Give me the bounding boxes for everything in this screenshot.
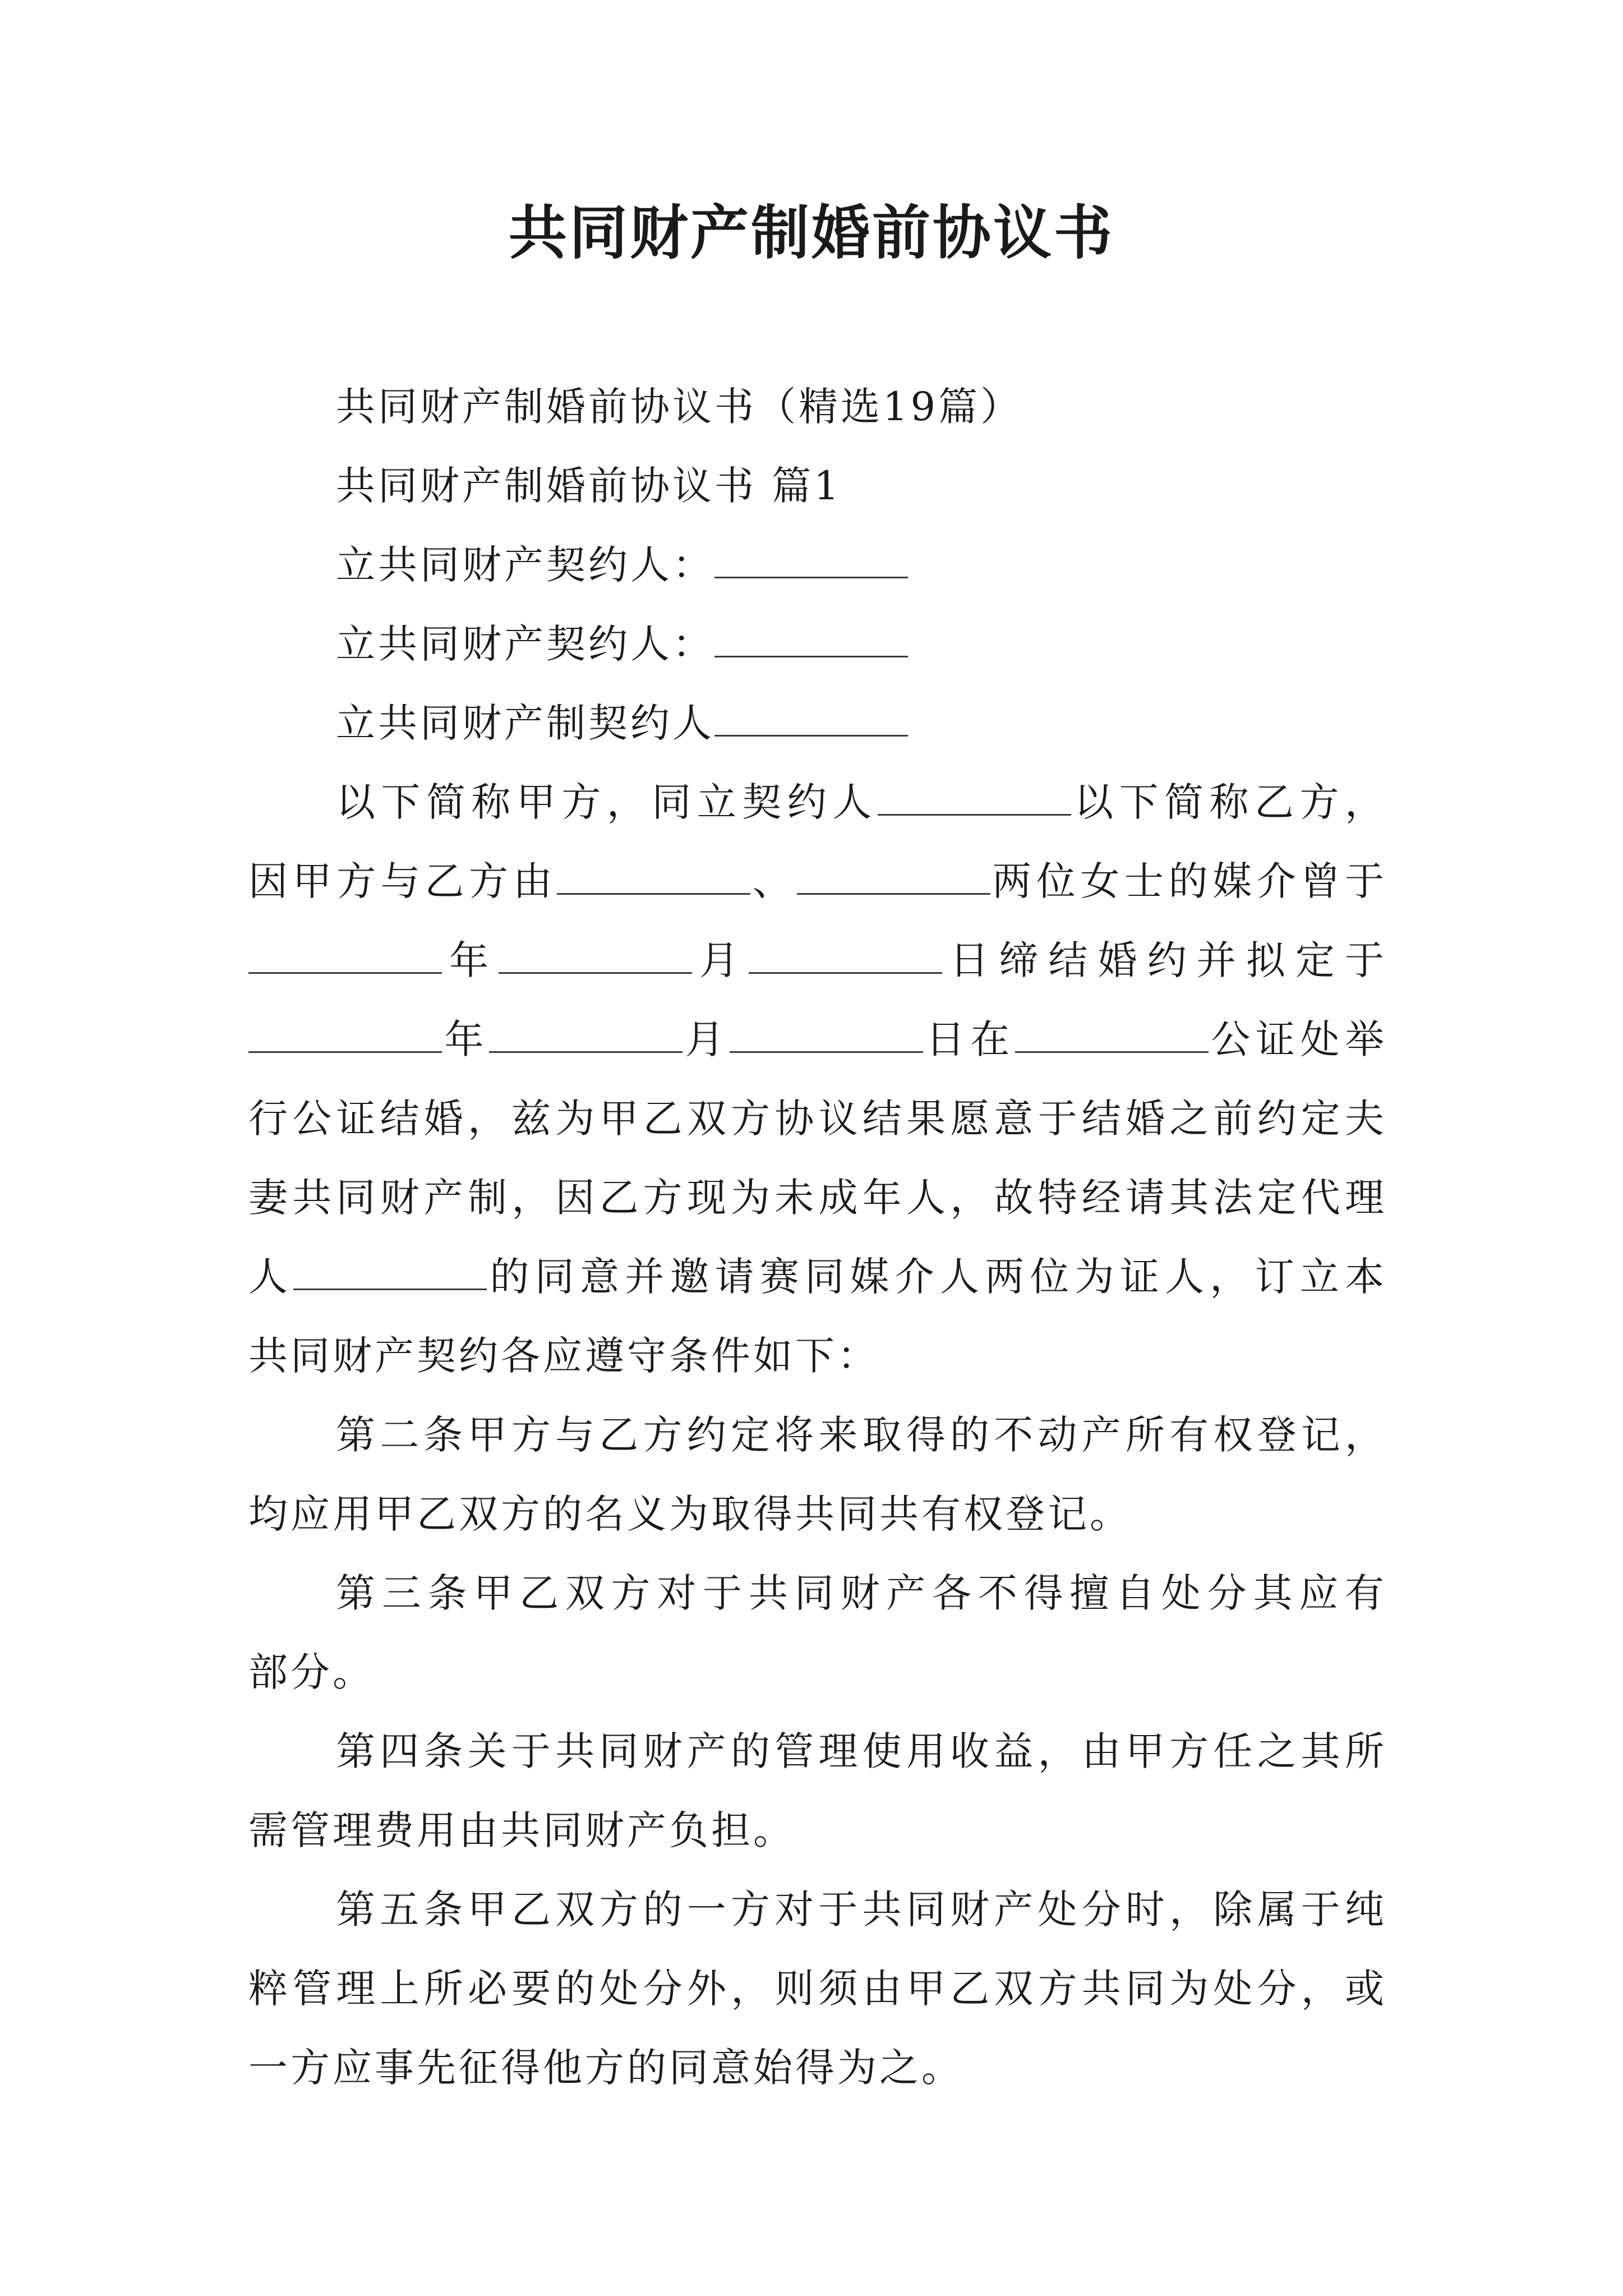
fill-blank (248, 940, 442, 974)
intro-line-7 (248, 1237, 1387, 1317)
article-2-line-2: 均应用甲乙双方的名义为取得共同共有权登记。 (248, 1491, 1132, 1537)
intro-text: 月 (683, 1016, 730, 1062)
fill-blank (1015, 1019, 1209, 1053)
fill-blank (730, 1019, 923, 1053)
article-5-line-1: 第五条甲乙双方的一方对于共同财产处分时，除属于纯 (336, 1887, 1387, 1932)
article-5-line-3: 一方应事先征得他方的同意始得为之。 (248, 2045, 963, 2091)
article-2-line-1: 第二条甲方与乙方约定将来取得的不动产所有权登记， (336, 1412, 1387, 1458)
intro-line-6: 妻共同财产制，因乙方现为未成年人，故特经请其法定代理 (248, 1175, 1387, 1221)
intro-text: 的同意并邀请赛同媒介人两位为证人，订立本 (487, 1254, 1387, 1300)
party-label-3: 立共同财产制契约人 (336, 700, 714, 746)
fill-blank (489, 1019, 683, 1053)
intro-line-3 (248, 921, 1387, 1000)
intro-line-4 (248, 1000, 1387, 1079)
article-3-line-1: 第三条甲乙双方对于共同财产各不得擅自处分其应有 (336, 1570, 1387, 1616)
article-3 (248, 1554, 1387, 1712)
fill-blank (248, 1019, 442, 1053)
intro-text: 日缔结婚约并拟定于 (942, 937, 1387, 983)
intro-text: 日在 (923, 1016, 1015, 1062)
fill-blank (797, 861, 990, 895)
intro-text: 以下简称甲方，同立契约人 (336, 779, 878, 825)
intro-line-8: 共同财产契约各应遵守条件如下： (248, 1333, 879, 1379)
intro-text: 人 (248, 1254, 294, 1300)
fill-blank (749, 940, 942, 974)
intro-line-1 (248, 763, 1387, 842)
article-5-line-2: 粹管理上所必要的处分外，则须由甲乙双方共同为处分，或 (248, 1966, 1387, 2012)
party-blank-2 (714, 623, 908, 657)
article-4 (248, 1712, 1387, 1870)
document-body (248, 367, 1387, 2108)
party-line-3 (248, 684, 1387, 763)
article-3-line-2: 部分。 (248, 1649, 375, 1695)
article-4-line-2: 需管理费用由共同财产负担。 (248, 1807, 795, 1853)
intro-text: 、 (750, 858, 797, 904)
fill-blank (878, 781, 1071, 816)
article-2 (248, 1396, 1387, 1554)
document-title: 共同财产制婚前协议书 (508, 198, 1114, 267)
party-line-2 (248, 605, 1387, 684)
intro-text: 因甲方与乙方由 (248, 858, 557, 904)
intro-text: 年 (442, 937, 499, 983)
party-label-1: 立共同财产契约人： (336, 542, 714, 588)
party-blank-1 (714, 544, 908, 578)
section-heading: 共同财产制婚前协议书 篇1 (336, 463, 842, 509)
intro-text: 两位女士的媒介曾于 (990, 858, 1387, 904)
article-4-line-1: 第四条关于共同财产的管理使用收益，由甲方任之其所 (336, 1728, 1387, 1774)
intro-line-5: 行公证结婚，兹为甲乙双方协议结果愿意于结婚之前约定夫 (248, 1096, 1387, 1142)
intro-paragraph (248, 763, 1387, 1396)
intro-text: 公证处举 (1208, 1016, 1387, 1062)
fill-blank (499, 940, 692, 974)
intro-text: 以下简称乙方， (1071, 779, 1387, 825)
document-subtitle: 共同财产制婚前协议书（精选19篇） (336, 384, 1023, 430)
party-blank-3 (714, 702, 908, 737)
fill-blank (293, 1256, 487, 1290)
intro-text: 月 (692, 937, 749, 983)
intro-line-2 (248, 842, 1387, 921)
intro-text: 年 (442, 1016, 490, 1062)
party-label-2: 立共同财产契约人： (336, 621, 714, 667)
article-5 (248, 1870, 1387, 2108)
fill-blank (557, 861, 750, 895)
party-line-1 (248, 526, 1387, 605)
